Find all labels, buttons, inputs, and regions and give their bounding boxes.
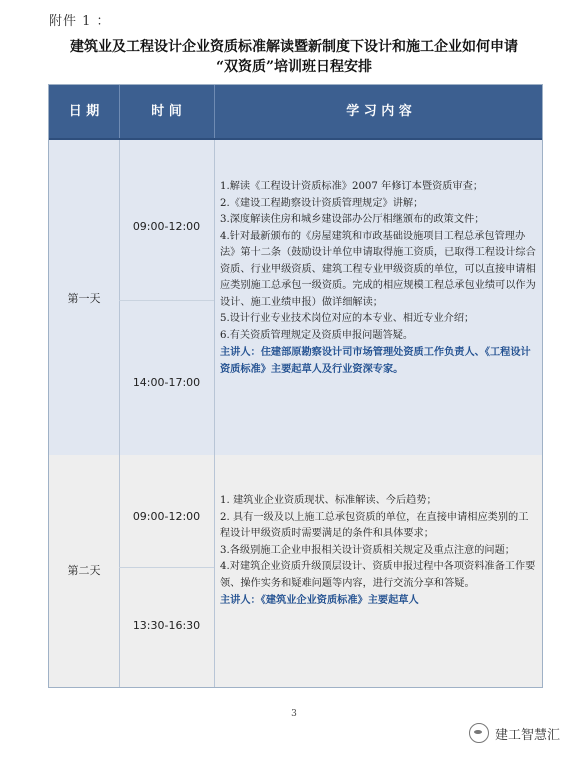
day1-time-afternoon: 14:00-17:00	[132, 376, 201, 389]
attachment-label: 附件 1 ：	[49, 14, 111, 29]
day2-lecturer: 主讲人：《建筑业企业资质标准》主要起草人	[220, 594, 419, 606]
brand-name: 建工智慧汇	[495, 727, 561, 743]
header-content: 学 习 内 容	[346, 104, 412, 119]
header-time: 时 间	[151, 104, 182, 119]
day2-label: 第二天	[67, 564, 101, 577]
day1-item: 1.解读《工程设计资质标准》2007 年修订本暨资质审查；	[220, 181, 484, 192]
table-header-row	[49, 85, 542, 140]
day1-time-morning: 09:00-12:00	[132, 220, 201, 233]
day2-content	[220, 493, 538, 609]
day2-item: 1. 建筑业企业资质现状、标准解读、今后趋势；	[220, 495, 437, 506]
document-title-line1: 建筑业及工程设计企业资质标准解读暨新制度下设计和施工企业如何申请	[70, 39, 518, 55]
day2-item: 2. 具有一级及以上施工总承包资质的单位，在直接申请相应类别的工程设计甲级资质时需要满足的条件和具体要求；	[220, 511, 529, 539]
day1-content	[220, 179, 538, 377]
document-title-line2: “双资质”培训班日程安排	[215, 59, 373, 75]
day1-label: 第一天	[67, 292, 101, 305]
day1-item: 6.有关资质管理规定及资质申报问题答疑。	[220, 329, 414, 341]
day1-item: 4.针对最新颁布的《房屋建筑和市政基础设施项目工程总承包管理办法》第十二条（鼓励设计单位申请取得施工资质，已取得工程设计综合资质、行业甲级资质、建筑工程专业甲级资质的单位，可以直接申请相应类别施工总承包一级资质。完成的相应规模工程总承包业绩可以作为设计、施工业绩申报）做详细解读；	[220, 230, 536, 308]
page-number: 3	[291, 709, 297, 719]
day1-item: 2.《建设工程勘察设计资质管理规定》讲解；	[220, 197, 424, 209]
day2-time-morning: 09:00-12:00	[132, 510, 201, 523]
wechat-logo-icon	[469, 723, 489, 743]
day1-item: 5.设计行业专业技术岗位对应的本专业、相近专业介绍；	[220, 313, 475, 324]
schedule-table	[48, 84, 543, 688]
day2-time-afternoon: 13:30-16:30	[132, 619, 201, 632]
brand-watermark	[469, 723, 560, 743]
day2-item: 3.各级别施工企业申报相关设计资质相关规定及重点注意的问题；	[220, 544, 515, 556]
day1-item: 3.深度解读住房和城乡建设部办公厅相继颁布的政策文件；	[220, 214, 485, 225]
header-day: 日 期	[68, 104, 100, 119]
day2-item: 4.对建筑企业资质升级顶层设计、资质申报过程中各项资料准备工作要领、操作实务和疑难问题等内容，进行交流分享和答疑。	[220, 561, 536, 589]
day1-lecturer: 主讲人：住建部原勘察设计司市场管理处资质工作负责人、《工程设计资质标准》主要起草人及行业资深专家。	[220, 346, 531, 375]
